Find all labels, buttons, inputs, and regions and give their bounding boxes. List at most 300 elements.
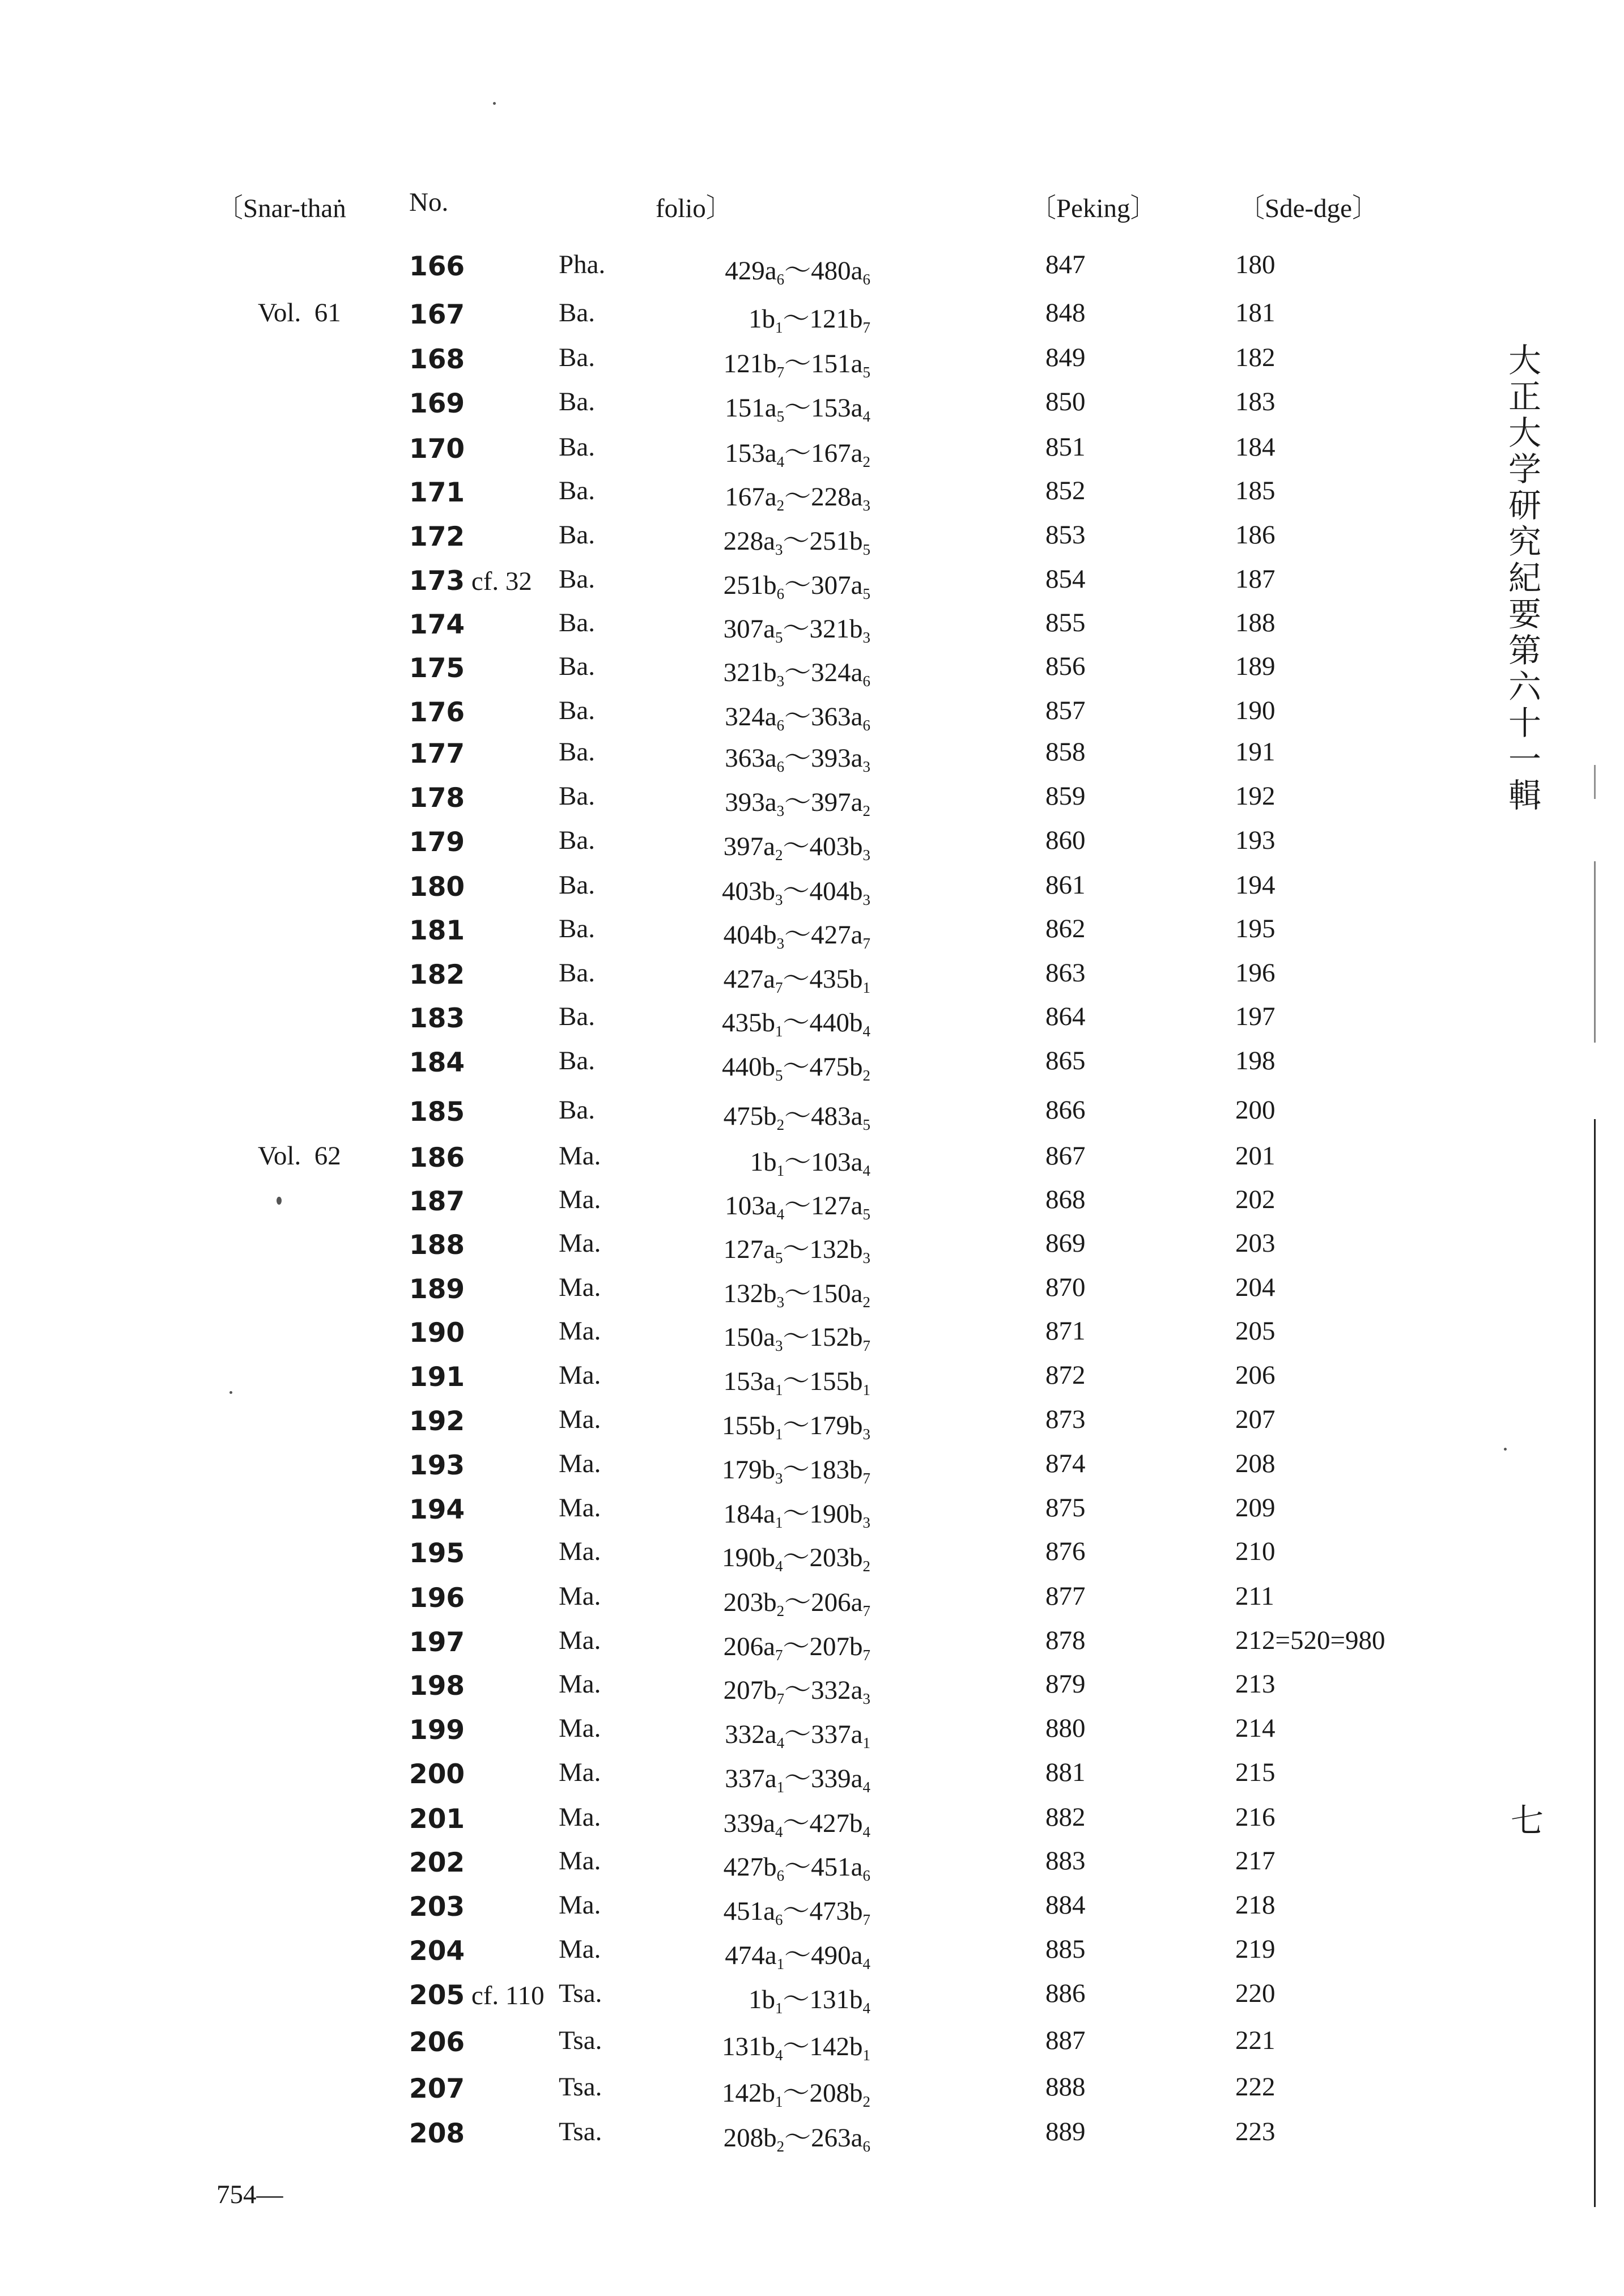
section-letter: Ma. bbox=[559, 1405, 601, 1434]
folio-start: 474 bbox=[725, 1941, 765, 1970]
cross-reference: cf. 32 bbox=[465, 567, 532, 596]
folio-end-line: 3 bbox=[862, 629, 870, 646]
folio-end: 131 bbox=[809, 1985, 849, 2014]
folio-end-side: b bbox=[849, 1809, 863, 1838]
header-sde-dge: 〔Sde-dge〕 bbox=[1238, 194, 1379, 223]
sde-dge-number: 190 bbox=[1235, 696, 1276, 725]
folio-start-line: 6 bbox=[776, 1867, 785, 1884]
folio-end: 152 bbox=[809, 1323, 849, 1352]
folio-separator: ～ bbox=[784, 1764, 811, 1793]
peking-number: 863 bbox=[1045, 958, 1086, 988]
entry-number-value: 178 bbox=[409, 783, 465, 814]
folio-end-line: 4 bbox=[862, 1162, 870, 1179]
folio-end-line: 3 bbox=[862, 891, 870, 908]
peking-number: 857 bbox=[1045, 696, 1086, 725]
folio-start-side: b bbox=[762, 1052, 775, 1082]
folio-end-side: b bbox=[849, 1008, 863, 1038]
sde-dge-number: 183 bbox=[1235, 387, 1276, 416]
folio-start: 337 bbox=[725, 1764, 765, 1793]
folio-end-side: b bbox=[849, 877, 863, 906]
folio-separator: ～ bbox=[784, 743, 811, 773]
entry-number bbox=[409, 1891, 465, 1923]
folio-range bbox=[722, 1536, 870, 1574]
folio-separator: ～ bbox=[783, 526, 810, 556]
folio-start-side: a bbox=[764, 1941, 777, 1970]
folio-range bbox=[725, 1757, 870, 1795]
folio-start-line: 1 bbox=[775, 319, 783, 336]
entry-number bbox=[409, 1847, 465, 1878]
folio-start-side: b bbox=[763, 920, 777, 950]
sde-dge-number: 184 bbox=[1235, 432, 1276, 462]
sde-dge-number: 188 bbox=[1235, 608, 1276, 637]
sde-dge-number: 193 bbox=[1235, 826, 1276, 855]
folio-range bbox=[749, 297, 870, 335]
peking-number: 889 bbox=[1045, 2117, 1086, 2146]
folio-start: 228 bbox=[723, 526, 764, 556]
entry-number-value: 166 bbox=[409, 251, 465, 282]
folio-end-side: b bbox=[849, 1499, 863, 1529]
folio-start-line: 7 bbox=[775, 1647, 783, 1664]
entry-number bbox=[409, 2118, 465, 2149]
sde-dge-number: 195 bbox=[1235, 914, 1276, 943]
folio-end: 251 bbox=[809, 526, 849, 556]
folio-end: 190 bbox=[809, 1499, 849, 1529]
header-folio: folio〕 bbox=[656, 194, 733, 223]
folio-separator: ～ bbox=[784, 1147, 811, 1177]
section-letter: Tsa. bbox=[559, 2026, 602, 2055]
peking-number: 873 bbox=[1045, 1405, 1086, 1434]
folio-start-line: 5 bbox=[775, 629, 783, 646]
peking-number: 880 bbox=[1045, 1714, 1086, 1743]
folio-separator: ～ bbox=[784, 482, 811, 512]
peking-number: 868 bbox=[1045, 1185, 1086, 1214]
folio-separator: ～ bbox=[784, 788, 811, 817]
section-letter: Ma. bbox=[559, 1669, 601, 1699]
folio-separator: ～ bbox=[784, 1102, 811, 1131]
section-letter: Ba. bbox=[559, 432, 595, 462]
folio-start-line: 4 bbox=[776, 453, 785, 470]
margin-rule bbox=[1594, 1119, 1596, 2207]
folio-end-side: b bbox=[849, 1367, 863, 1396]
sde-dge-number: 197 bbox=[1235, 1002, 1276, 1031]
folio-range bbox=[749, 1978, 870, 2016]
folio-end-line: 2 bbox=[862, 802, 870, 819]
folio-end-line: 7 bbox=[862, 935, 870, 952]
folio-end-side: a bbox=[851, 439, 863, 468]
folio-start-side: b bbox=[762, 1411, 775, 1440]
peking-number: 855 bbox=[1045, 608, 1086, 637]
entry-number bbox=[409, 1047, 465, 1078]
folio-end-side: b bbox=[849, 1323, 863, 1352]
folio-end-line: 2 bbox=[862, 2093, 870, 2110]
entry-number bbox=[409, 738, 465, 769]
entry-number-value: 207 bbox=[409, 2073, 465, 2104]
folio-start-line: 4 bbox=[775, 2047, 783, 2064]
sde-dge-number: 215 bbox=[1235, 1758, 1276, 1787]
entry-number bbox=[409, 959, 465, 990]
peking-number: 882 bbox=[1045, 1802, 1086, 1832]
folio-end: 435 bbox=[809, 964, 849, 994]
section-letter: Ma. bbox=[559, 1141, 601, 1171]
folio-start-side: a bbox=[763, 1235, 775, 1264]
entry-number-value: 171 bbox=[409, 477, 465, 508]
folio-start: 150 bbox=[723, 1323, 764, 1352]
folio-start-side: a bbox=[763, 964, 775, 994]
peking-number: 871 bbox=[1045, 1316, 1086, 1346]
folio-start-line: 5 bbox=[775, 1067, 783, 1084]
folio-start: 153 bbox=[725, 439, 765, 468]
folio-range bbox=[724, 1846, 870, 1883]
sde-dge-number: 211 bbox=[1235, 1581, 1274, 1611]
folio-end-side: a bbox=[851, 1764, 863, 1793]
folio-end-side: b bbox=[849, 1632, 863, 1661]
folio-start-side: a bbox=[764, 439, 777, 468]
folio-range bbox=[724, 651, 870, 689]
folio-separator: ～ bbox=[784, 2123, 811, 2153]
folio-start: 206 bbox=[723, 1632, 764, 1661]
speck bbox=[1504, 1448, 1507, 1451]
folio-start-side: a bbox=[764, 1720, 777, 1749]
folio-separator: ～ bbox=[783, 1411, 810, 1440]
folio-separator: ～ bbox=[784, 1941, 811, 1970]
folio-range bbox=[725, 1934, 870, 1972]
entry-number-value: 194 bbox=[409, 1494, 465, 1525]
folio-end: 153 bbox=[811, 393, 851, 423]
folio-end-side: a bbox=[851, 658, 863, 687]
folio-start-line: 7 bbox=[776, 364, 785, 381]
folio-start-line: 2 bbox=[776, 497, 785, 514]
folio-end: 473 bbox=[809, 1897, 849, 1926]
sde-dge-number: 196 bbox=[1235, 958, 1276, 988]
folio-start: 142 bbox=[722, 2078, 762, 2108]
folio-separator: ～ bbox=[783, 1632, 810, 1661]
section-letter: Ma. bbox=[559, 1758, 601, 1787]
entry-number bbox=[409, 1715, 465, 1746]
peking-number: 878 bbox=[1045, 1626, 1086, 1655]
entry-number bbox=[409, 477, 465, 508]
entry-number-value: 206 bbox=[409, 2027, 465, 2058]
entry-number bbox=[409, 1274, 465, 1305]
folio-start-line: 3 bbox=[776, 673, 785, 690]
peking-number: 879 bbox=[1045, 1669, 1086, 1699]
folio-end-line: 5 bbox=[862, 1116, 870, 1133]
section-letter: Ma. bbox=[559, 1537, 601, 1566]
entry-number bbox=[409, 344, 465, 375]
folio-range bbox=[724, 564, 870, 602]
folio-range bbox=[722, 2072, 870, 2110]
folio-range bbox=[724, 913, 870, 951]
folio-separator: ～ bbox=[784, 1279, 811, 1308]
entry-number-value: 202 bbox=[409, 1847, 465, 1878]
entry-number-value: 180 bbox=[409, 871, 465, 903]
folio-start: 190 bbox=[722, 1543, 762, 1572]
entry-number bbox=[409, 1980, 545, 2011]
folio-range bbox=[724, 1890, 870, 1928]
folio-separator: ～ bbox=[783, 2032, 810, 2061]
peking-number: 865 bbox=[1045, 1046, 1086, 1075]
section-letter: Ma. bbox=[559, 1273, 601, 1302]
folio-end-side: b bbox=[849, 2078, 863, 2108]
sde-dge-number: 180 bbox=[1235, 250, 1276, 279]
folio-start: 131 bbox=[722, 2032, 762, 2061]
peking-number: 888 bbox=[1045, 2072, 1086, 2102]
folio-start-side: a bbox=[764, 702, 777, 732]
sde-dge-number: 205 bbox=[1235, 1316, 1276, 1346]
folio-start: 155 bbox=[722, 1411, 762, 1440]
sde-dge-number: 203 bbox=[1235, 1228, 1276, 1258]
folio-separator: ～ bbox=[784, 1676, 811, 1705]
folio-end: 475 bbox=[809, 1052, 849, 1082]
folio-end: 103 bbox=[811, 1147, 851, 1177]
folio-end-line: 5 bbox=[862, 541, 870, 558]
folio-end: 480 bbox=[811, 256, 851, 286]
folio-start-line: 3 bbox=[776, 802, 785, 819]
folio-end: 167 bbox=[811, 439, 851, 468]
peking-number: 847 bbox=[1045, 250, 1086, 279]
folio-start-line: 3 bbox=[775, 541, 783, 558]
section-letter: Ma. bbox=[559, 1581, 601, 1611]
section-letter: Ba. bbox=[559, 608, 595, 637]
folio-range bbox=[724, 1669, 870, 1707]
peking-number: 852 bbox=[1045, 476, 1086, 505]
entry-number-value: 184 bbox=[409, 1047, 465, 1078]
folio-start-line: 1 bbox=[776, 1162, 785, 1179]
folio-start-line: 3 bbox=[776, 935, 785, 952]
sde-dge-number: 202 bbox=[1235, 1185, 1276, 1214]
entry-number bbox=[409, 1096, 465, 1128]
folio-start-side: b bbox=[763, 1102, 777, 1131]
section-letter: Ba. bbox=[559, 1095, 595, 1125]
entry-number bbox=[409, 1406, 465, 1437]
folio-end-side: b bbox=[849, 964, 863, 994]
folio-start-line: 2 bbox=[775, 847, 783, 864]
section-letter: Ba. bbox=[559, 343, 595, 372]
entry-number bbox=[409, 433, 465, 465]
entry-number bbox=[409, 1936, 465, 1967]
folio-end-side: a bbox=[851, 1720, 863, 1749]
section-letter: Ma. bbox=[559, 1802, 601, 1832]
folio-range bbox=[724, 825, 870, 863]
folio-end-side: a bbox=[851, 743, 863, 773]
folio-end-side: b bbox=[849, 304, 863, 334]
folio-end: 324 bbox=[811, 658, 851, 687]
folio-start-line: 6 bbox=[776, 271, 785, 288]
peking-number: 866 bbox=[1045, 1095, 1086, 1125]
folio-end-side: a bbox=[851, 482, 863, 512]
folio-end-side: b bbox=[849, 1455, 863, 1485]
section-letter: Tsa. bbox=[559, 2117, 602, 2146]
section-letter: Ba. bbox=[559, 387, 595, 416]
peking-number: 859 bbox=[1045, 781, 1086, 811]
folio-range bbox=[725, 1713, 870, 1751]
folio-start-side: b bbox=[762, 2078, 775, 2108]
section-letter: Ba. bbox=[559, 958, 595, 988]
folio-end-side: a bbox=[851, 349, 863, 379]
folio-start-side: a bbox=[763, 1897, 775, 1926]
folio-start-side: b bbox=[762, 1455, 775, 1485]
sde-dge-number: 186 bbox=[1235, 520, 1276, 550]
entry-number-value: 183 bbox=[409, 1003, 465, 1034]
folio-end-line: 7 bbox=[862, 1337, 870, 1354]
sde-dge-number: 201 bbox=[1235, 1141, 1276, 1171]
folio-separator: ～ bbox=[783, 1455, 810, 1485]
folio-end-line: 7 bbox=[862, 1602, 870, 1619]
folio-end-side: a bbox=[851, 1279, 863, 1308]
folio-end-line: 3 bbox=[862, 1690, 870, 1707]
folio-end-line: 1 bbox=[862, 1381, 870, 1398]
folio-start: 167 bbox=[725, 482, 765, 512]
entry-number-value: 185 bbox=[409, 1096, 465, 1128]
vertical-journal-title: 大正大学研究紀要第六十一輯 bbox=[1508, 342, 1541, 814]
folio-end-side: a bbox=[851, 2123, 863, 2153]
folio-separator: ～ bbox=[783, 1008, 810, 1038]
folio-start-line: 7 bbox=[775, 979, 783, 996]
folio-end-line: 5 bbox=[862, 1206, 870, 1223]
folio-start: 151 bbox=[725, 393, 765, 423]
folio-start-side: a bbox=[763, 1499, 775, 1529]
folio-separator: ～ bbox=[784, 702, 811, 732]
volume-label: Vol. 62 bbox=[258, 1141, 341, 1171]
speck bbox=[229, 1391, 232, 1394]
entry-number bbox=[409, 1583, 465, 1614]
section-letter: Ma. bbox=[559, 1493, 601, 1523]
entry-number bbox=[409, 697, 465, 728]
folio-range bbox=[725, 781, 870, 819]
sde-dge-number: 181 bbox=[1235, 298, 1276, 328]
folio-start: 1 bbox=[750, 1147, 764, 1177]
folio-separator: ～ bbox=[783, 1809, 810, 1838]
entry-number-value: 189 bbox=[409, 1274, 465, 1305]
folio-start-line: 7 bbox=[776, 1690, 785, 1707]
folio-start-line: 4 bbox=[775, 1823, 783, 1840]
peking-number: 861 bbox=[1045, 870, 1086, 900]
peking-number: 851 bbox=[1045, 432, 1086, 462]
sde-dge-number: 209 bbox=[1235, 1493, 1276, 1523]
entry-number bbox=[409, 251, 465, 282]
folio-end: 208 bbox=[809, 2078, 849, 2108]
section-letter: Ba. bbox=[559, 826, 595, 855]
sde-dge-number: 206 bbox=[1235, 1360, 1276, 1390]
sde-dge-number: 191 bbox=[1235, 737, 1276, 767]
section-letter: Ba. bbox=[559, 737, 595, 767]
entry-number bbox=[409, 2027, 465, 2058]
folio-start: 429 bbox=[725, 256, 765, 286]
volume-label: Vol. 61 bbox=[258, 298, 341, 328]
folio-start-line: 1 bbox=[775, 1514, 783, 1531]
folio-end: 490 bbox=[811, 1941, 851, 1970]
folio-end-line: 4 bbox=[862, 408, 870, 425]
entry-number-value: 174 bbox=[409, 609, 465, 640]
folio-end-side: a bbox=[851, 571, 863, 600]
folio-end-line: 6 bbox=[862, 673, 870, 690]
folio-range bbox=[722, 1448, 870, 1486]
peking-number: 862 bbox=[1045, 914, 1086, 943]
folio-end-line: 6 bbox=[862, 1867, 870, 1884]
folio-range bbox=[722, 2025, 870, 2063]
folio-start-line: 1 bbox=[776, 1779, 785, 1796]
folio-end: 451 bbox=[811, 1852, 851, 1882]
folio-range bbox=[724, 520, 870, 558]
folio-end: 121 bbox=[809, 304, 849, 334]
folio-end: 393 bbox=[811, 743, 851, 773]
folio-start-line: 2 bbox=[776, 1116, 785, 1133]
entry-number-value: 177 bbox=[409, 738, 465, 769]
folio-start: 427 bbox=[723, 964, 764, 994]
folio-start-side: a bbox=[764, 482, 777, 512]
folio-end-line: 4 bbox=[862, 1823, 870, 1840]
folio-start-side: a bbox=[763, 832, 775, 861]
folio-start: 207 bbox=[723, 1676, 764, 1705]
folio-range bbox=[722, 870, 870, 908]
entry-number-value: 175 bbox=[409, 653, 465, 684]
folio-range bbox=[722, 1045, 870, 1083]
folio-start-side: a bbox=[763, 1809, 775, 1838]
entry-number bbox=[409, 915, 465, 946]
entry-number bbox=[409, 566, 532, 597]
folio-range bbox=[724, 1095, 870, 1133]
folio-start-side: a bbox=[763, 614, 775, 644]
folio-separator: ～ bbox=[784, 920, 811, 950]
folio-start-side: a bbox=[764, 393, 777, 423]
margin-rule bbox=[1594, 765, 1596, 799]
entry-number bbox=[409, 1670, 465, 1702]
folio-start-line: 1 bbox=[775, 1023, 783, 1040]
entry-number-value: 193 bbox=[409, 1450, 465, 1481]
section-letter: Ba. bbox=[559, 1046, 595, 1075]
folio-start-line: 5 bbox=[775, 1249, 783, 1266]
header-snar-than: 〔Snar-thaṅ bbox=[216, 194, 346, 223]
folio-end-side: a bbox=[851, 1191, 863, 1221]
peking-number: 875 bbox=[1045, 1493, 1086, 1523]
peking-number: 860 bbox=[1045, 826, 1086, 855]
folio-start: 403 bbox=[722, 877, 762, 906]
folio-start: 435 bbox=[722, 1008, 762, 1038]
folio-end: 228 bbox=[811, 482, 851, 512]
section-letter: Ba. bbox=[559, 564, 595, 594]
folio-end: 151 bbox=[811, 349, 851, 379]
folio-end-side: a bbox=[851, 1852, 863, 1882]
folio-end-line: 3 bbox=[862, 1426, 870, 1443]
folio-start: 451 bbox=[723, 1897, 764, 1926]
folio-end-side: a bbox=[851, 1676, 863, 1705]
entry-number-value: 201 bbox=[409, 1804, 465, 1835]
folio-range bbox=[724, 1625, 870, 1663]
margin-rule bbox=[1594, 861, 1596, 1043]
section-letter: Ma. bbox=[559, 1714, 601, 1743]
folio-end: 142 bbox=[809, 2032, 849, 2061]
folio-separator: ～ bbox=[783, 1052, 810, 1082]
folio-range bbox=[724, 958, 870, 996]
folio-end-side: b bbox=[849, 1052, 863, 1082]
entry-number-value: 196 bbox=[409, 1583, 465, 1614]
entry-number-value: 182 bbox=[409, 959, 465, 990]
folio-end-side: a bbox=[851, 1588, 863, 1617]
folio-start-side: b bbox=[763, 1676, 777, 1705]
folio-end-side: a bbox=[851, 1147, 863, 1177]
section-letter: Ba. bbox=[559, 652, 595, 681]
entry-number-value: 186 bbox=[409, 1142, 465, 1173]
folio-start-line: 5 bbox=[776, 408, 785, 425]
folio-end-line: 3 bbox=[862, 1249, 870, 1266]
peking-number: 877 bbox=[1045, 1581, 1086, 1611]
sde-dge-number: 218 bbox=[1235, 1890, 1276, 1920]
folio-separator: ～ bbox=[783, 1543, 810, 1572]
entry-number-value: 172 bbox=[409, 521, 465, 552]
entry-number-value: 173 bbox=[409, 566, 465, 597]
sde-dge-number: 208 bbox=[1235, 1449, 1276, 1478]
folio-end-line: 7 bbox=[862, 319, 870, 336]
folio-start-side: a bbox=[763, 1632, 775, 1661]
